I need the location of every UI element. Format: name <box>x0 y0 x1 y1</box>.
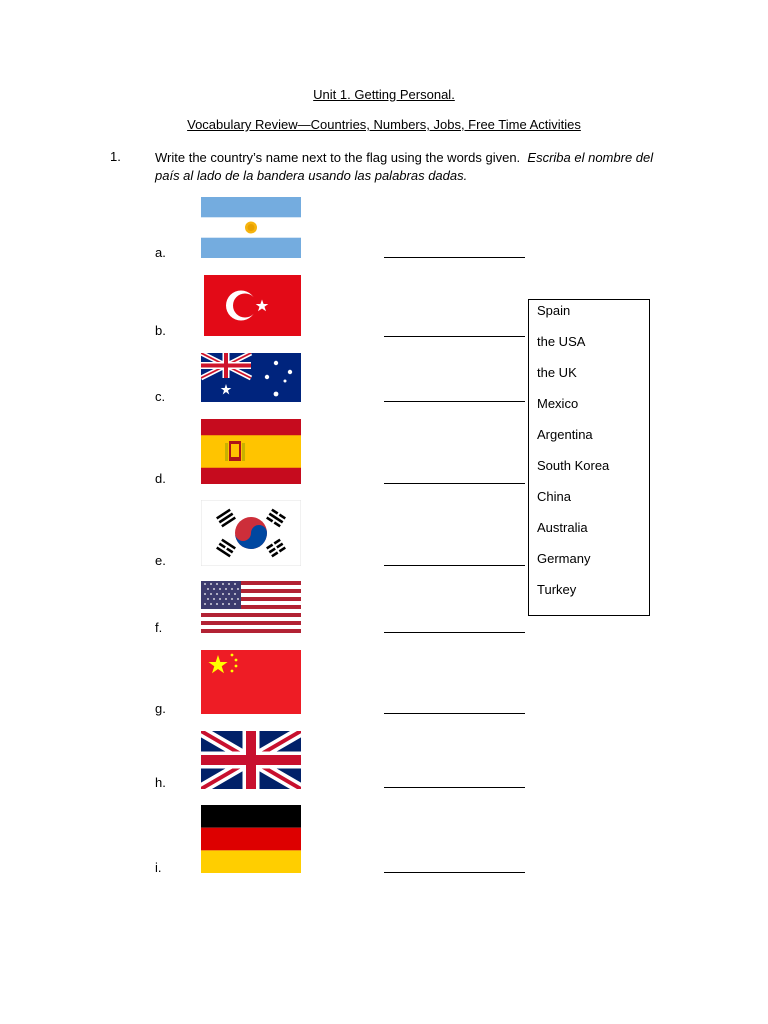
instruction-spanish: Escriba el nombre del país al lado de la bandera usando las palabras dadas. <box>155 150 654 183</box>
answer-line[interactable] <box>384 872 525 873</box>
word-bank-item: Turkey <box>537 582 577 597</box>
worksheet-title: Unit 1. Getting Personal. <box>313 87 455 102</box>
worksheet-subtitle: Vocabulary Review—Countries, Numbers, Jobs, Free Time Activities <box>187 117 581 132</box>
answer-line[interactable] <box>384 713 525 714</box>
answer-line[interactable] <box>384 257 525 258</box>
item-label: i. <box>155 860 162 875</box>
item-label: a. <box>155 245 166 260</box>
word-bank-item: China <box>537 489 571 504</box>
answer-line[interactable] <box>384 632 525 633</box>
item-label: c. <box>155 389 166 404</box>
word-bank-item: Australia <box>537 520 588 535</box>
germany-flag-icon <box>201 805 301 873</box>
word-bank-item: Germany <box>537 551 591 566</box>
south-korea-flag-icon <box>201 500 301 566</box>
item-label: d. <box>155 471 166 486</box>
word-bank <box>528 299 650 616</box>
question-number: 1. <box>110 149 121 164</box>
word-bank-item: Mexico <box>537 396 579 411</box>
word-bank-item: the USA <box>537 334 586 349</box>
answer-line[interactable] <box>384 336 525 337</box>
word-bank-item: Spain <box>537 303 571 318</box>
answer-line[interactable] <box>384 483 525 484</box>
item-label: h. <box>155 775 166 790</box>
word-bank-item: the UK <box>537 365 577 380</box>
argentina-flag-icon <box>201 197 301 258</box>
answer-line[interactable] <box>384 787 525 788</box>
spain-flag-icon <box>201 419 301 484</box>
item-label: b. <box>155 323 166 338</box>
question-instruction <box>155 149 665 185</box>
word-bank-item: Argentina <box>537 427 593 442</box>
item-label: e. <box>155 553 166 568</box>
instruction-english: Write the country’s name next to the flag using the words given. <box>155 150 521 165</box>
word-bank-item: South Korea <box>537 458 610 473</box>
answer-line[interactable] <box>384 565 525 566</box>
china-flag-icon <box>201 650 301 714</box>
usa-flag-icon <box>201 581 301 633</box>
answer-line[interactable] <box>384 401 525 402</box>
uk-flag-icon <box>201 731 301 789</box>
item-label: f. <box>155 620 163 635</box>
item-label: g. <box>155 701 166 716</box>
turkey-flag-icon <box>204 275 301 336</box>
australia-flag-icon <box>201 353 301 402</box>
